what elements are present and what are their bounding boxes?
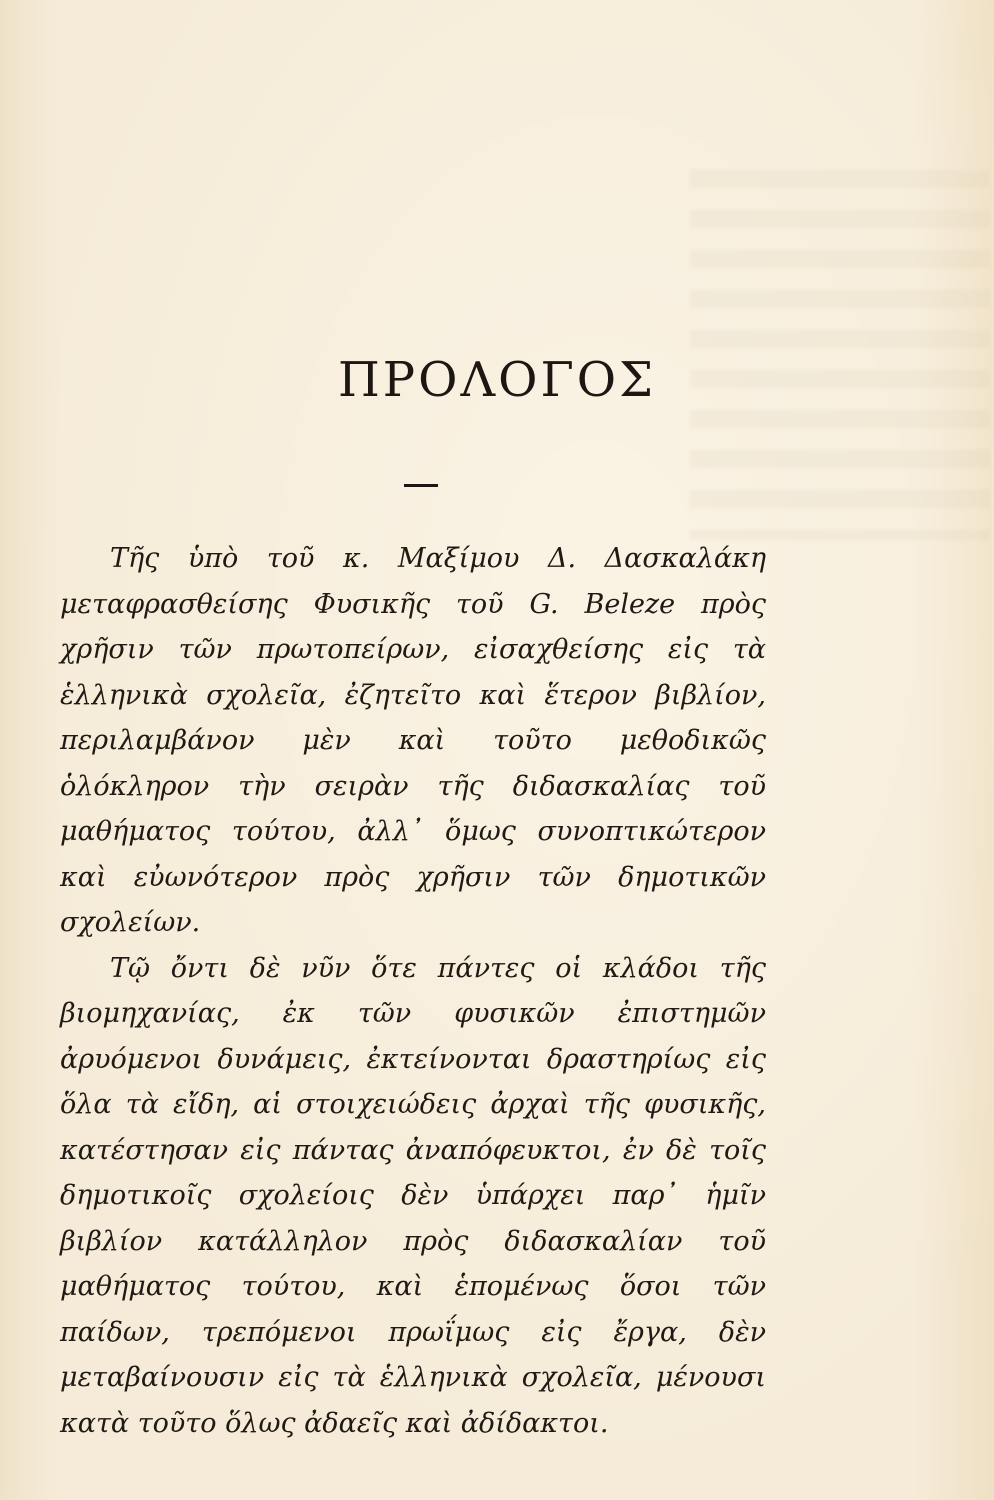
paragraph-2: Τῷ ὄντι δὲ νῦν ὅτε πάντες οἱ κλάδοι τῆς βιομηχανίας, ἐκ τῶν φυσικῶν ἐπιστημῶν ἀρυόμενοι δυνάμεις, ἐκτείνονται δραστηρίως εἰς ὅλα τὰ εἴδη, αἱ στοιχειώδεις ἀρχαὶ τῆς φυσικῆς, κατέστησαν εἰς πάντας ἀναπόφευκτοι, ἐν δὲ τοῖς δημοτικοῖς σχολείοις δὲν ὑπάρχει παρ᾽ ἡμῖν βιβλίον κατάλληλον πρὸς διδασκαλίαν τοῦ μαθήματος τούτου, καὶ ἑπομένως ὅσοι τῶν παίδων, τρεπόμενοι πρωΐμως εἰς ἔργα, δὲν μεταβαίνουσιν εἰς τὰ ἑλληνικὰ σχολεῖα, μένουσι κατὰ τοῦτο ὅλως ἀδαεῖς καὶ ἀδίδακτοι. xyxy=(60,952,766,1439)
title-divider xyxy=(404,484,438,487)
paragraph-1: Τῆς ὑπὸ τοῦ κ. Μαξίμου Δ. Δασκαλάκη μεταφρασθείσης Φυσικῆς τοῦ G. Beleze πρὸς χρῆσιν τῶν πρωτοπείρων, εἰσαχθείσης εἰς τὰ ἑλληνικὰ σχολεῖα, ἐζητεῖτο καὶ ἕτερον βιβλίον, περιλαμβάνον μὲν καὶ τοῦτο μεθοδικῶς ὁλόκληρον τὴν σειρὰν τῆς διδασκαλίας τοῦ μαθήματος τούτου, ἀλλ᾽ ὅμως συνοπτικώτερον καὶ εὐωνότερον πρὸς χρῆσιν τῶν δημοτικῶν σχολείων. xyxy=(60,543,766,938)
page-title: ΠΡΟΛΟΓΟΣ xyxy=(337,352,657,408)
body-text xyxy=(60,536,766,1446)
